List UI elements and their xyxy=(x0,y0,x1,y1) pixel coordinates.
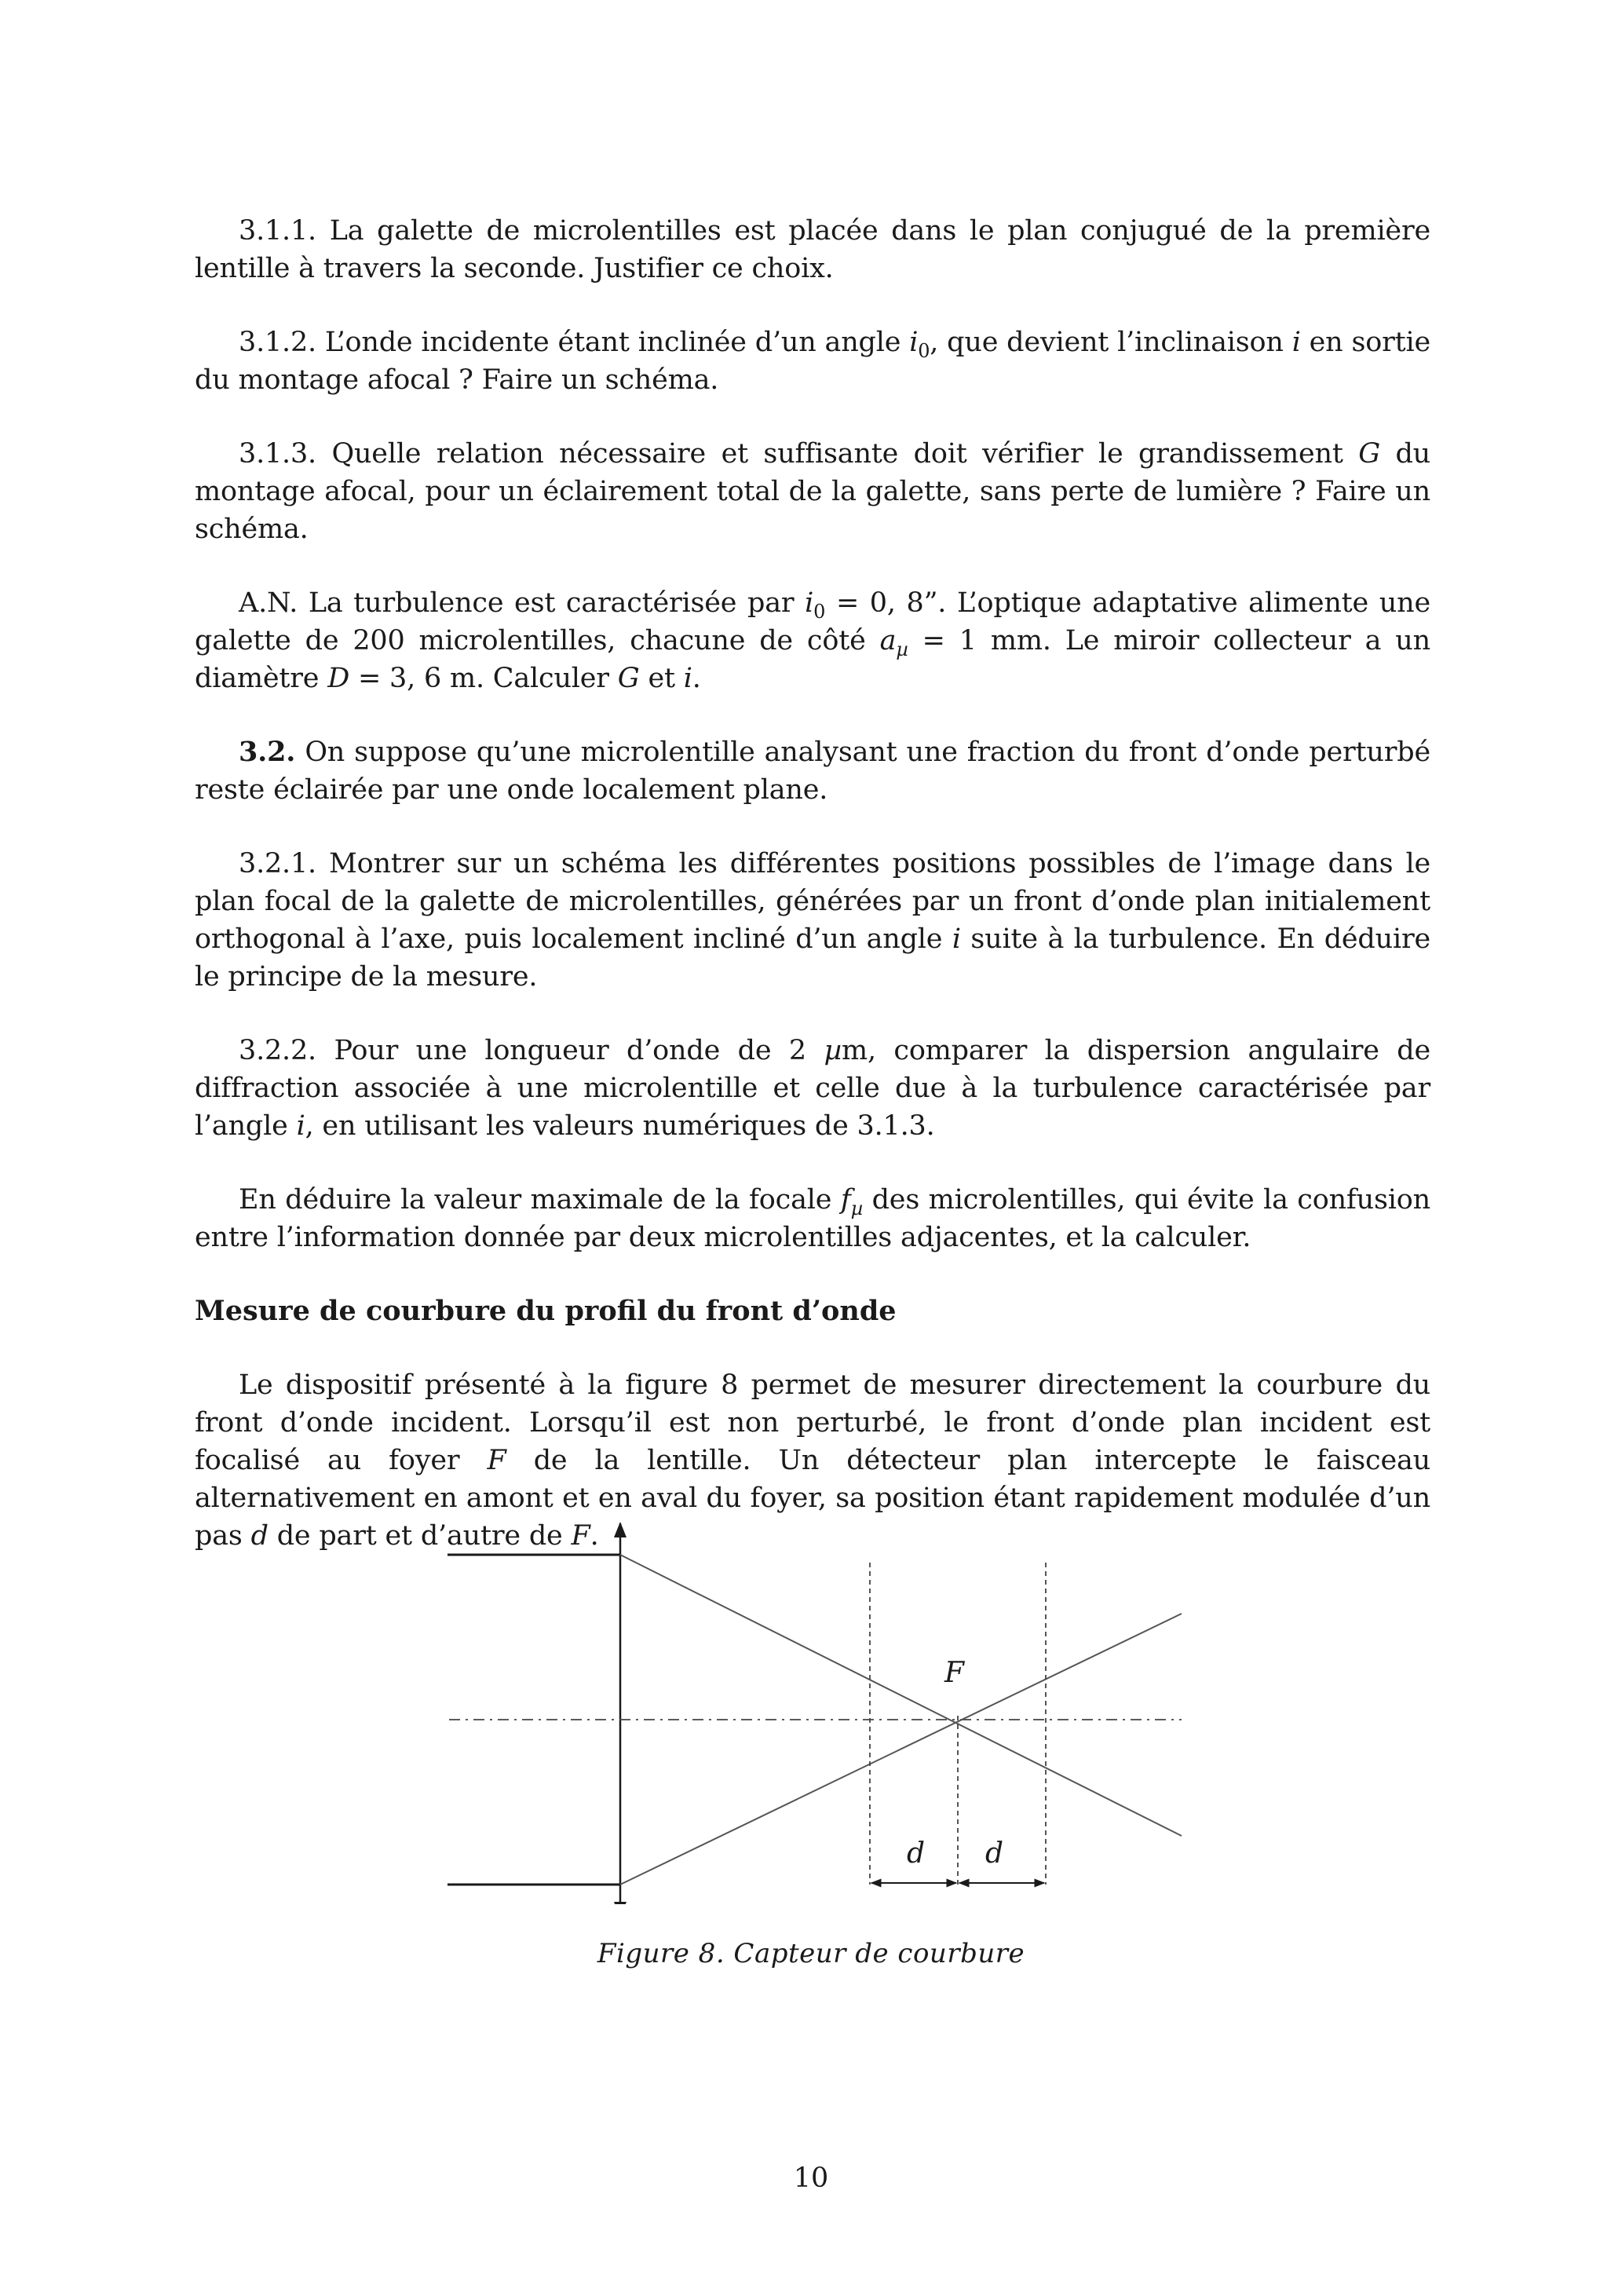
paragraph-dispositif: Le dispositif présenté à la figure 8 permet de mesurer directement la courbure du front d’onde incident. Lorsqu’il est non perturbé, le front d’onde plan incident est focalisé au foyer F de la lentille. Un détecteur plan intercepte le faisceau alternativement en amont et en aval du foyer, sa position étant rapidement modulée d’un pas d de part et d’autre de F. xyxy=(195,1369,1430,1552)
label-focus-F: F xyxy=(944,1657,964,1689)
ray-converging-top xyxy=(620,1555,1182,1836)
paragraph-deduire-focale: En déduire la valeur maximale de la focale $f_\mu$ des microlentilles, qui évite la confusion entre l’information donnée par deux microlentilles adjacentes, et la calculer. xyxy=(195,1184,1430,1253)
label-d-left: d xyxy=(907,1837,926,1870)
paragraph-3-1-1: 3.1.1. La galette de microlentilles est placée dans le plan conjugué de la première lentille à travers la seconde. Justifier ce choix. xyxy=(195,215,1430,284)
paragraph-3-1-2: 3.1.2. L’onde incidente étant inclinée d’un angle $i_0$, que devient l’inclinaison i en sortie du montage afocal ? Faire un schéma. xyxy=(195,327,1430,396)
section-number-3-2: 3.2. xyxy=(239,736,296,768)
page-body xyxy=(195,212,1430,1591)
figure-caption: Figure 8. Capteur de courbure xyxy=(597,1938,1025,1969)
paragraph-3-2: 3.2. On suppose qu’une microlentille analysant une fraction du front d’onde perturbé reste éclairée par une onde localement plane. xyxy=(195,736,1430,806)
figure-curvature-sensor xyxy=(440,1512,1193,1904)
paragraph-3-1-3: 3.1.3. Quelle relation nécessaire et suffisante doit vérifier le grandissement G du montage afocal, pour un éclairement total de la galette, sans perte de lumière ? Faire un schéma. xyxy=(195,438,1430,545)
ray-converging-bottom xyxy=(620,1614,1182,1885)
page-number: 10 xyxy=(793,2163,829,2194)
label-d-right: d xyxy=(985,1837,1004,1870)
paragraph-numerical-application: A.N. La turbulence est caractérisée par $i_0 = 0$, 8”. L’optique adaptative alimente une galette de 200 microlentilles, chacune de côté $a_\mu = 1$ mm. Le miroir collecteur a un diamètre D = 3, 6 m. Calculer G et i. xyxy=(195,587,1430,694)
section-title: Mesure de courbure du profil du front d’onde xyxy=(195,1295,897,1327)
paragraph-3-2-2: 3.2.2. Pour une longueur d’onde de 2 µm, comparer la dispersion angulaire de diffraction associée à une microlentille et celle due à la turbulence caractérisée par l’angle i, en utilisant les valeurs numériques de 3.1.3. xyxy=(195,1035,1430,1142)
paragraph-3-2-1: 3.2.1. Montrer sur un schéma les différentes positions possibles de l’image dans le plan focal de la galette de microlentilles, générées par un front d’onde plan initialement orthogonal à l’axe, puis localement incliné d’un angle i suite à la turbulence. En déduire le principe de la mesure. xyxy=(195,848,1430,993)
